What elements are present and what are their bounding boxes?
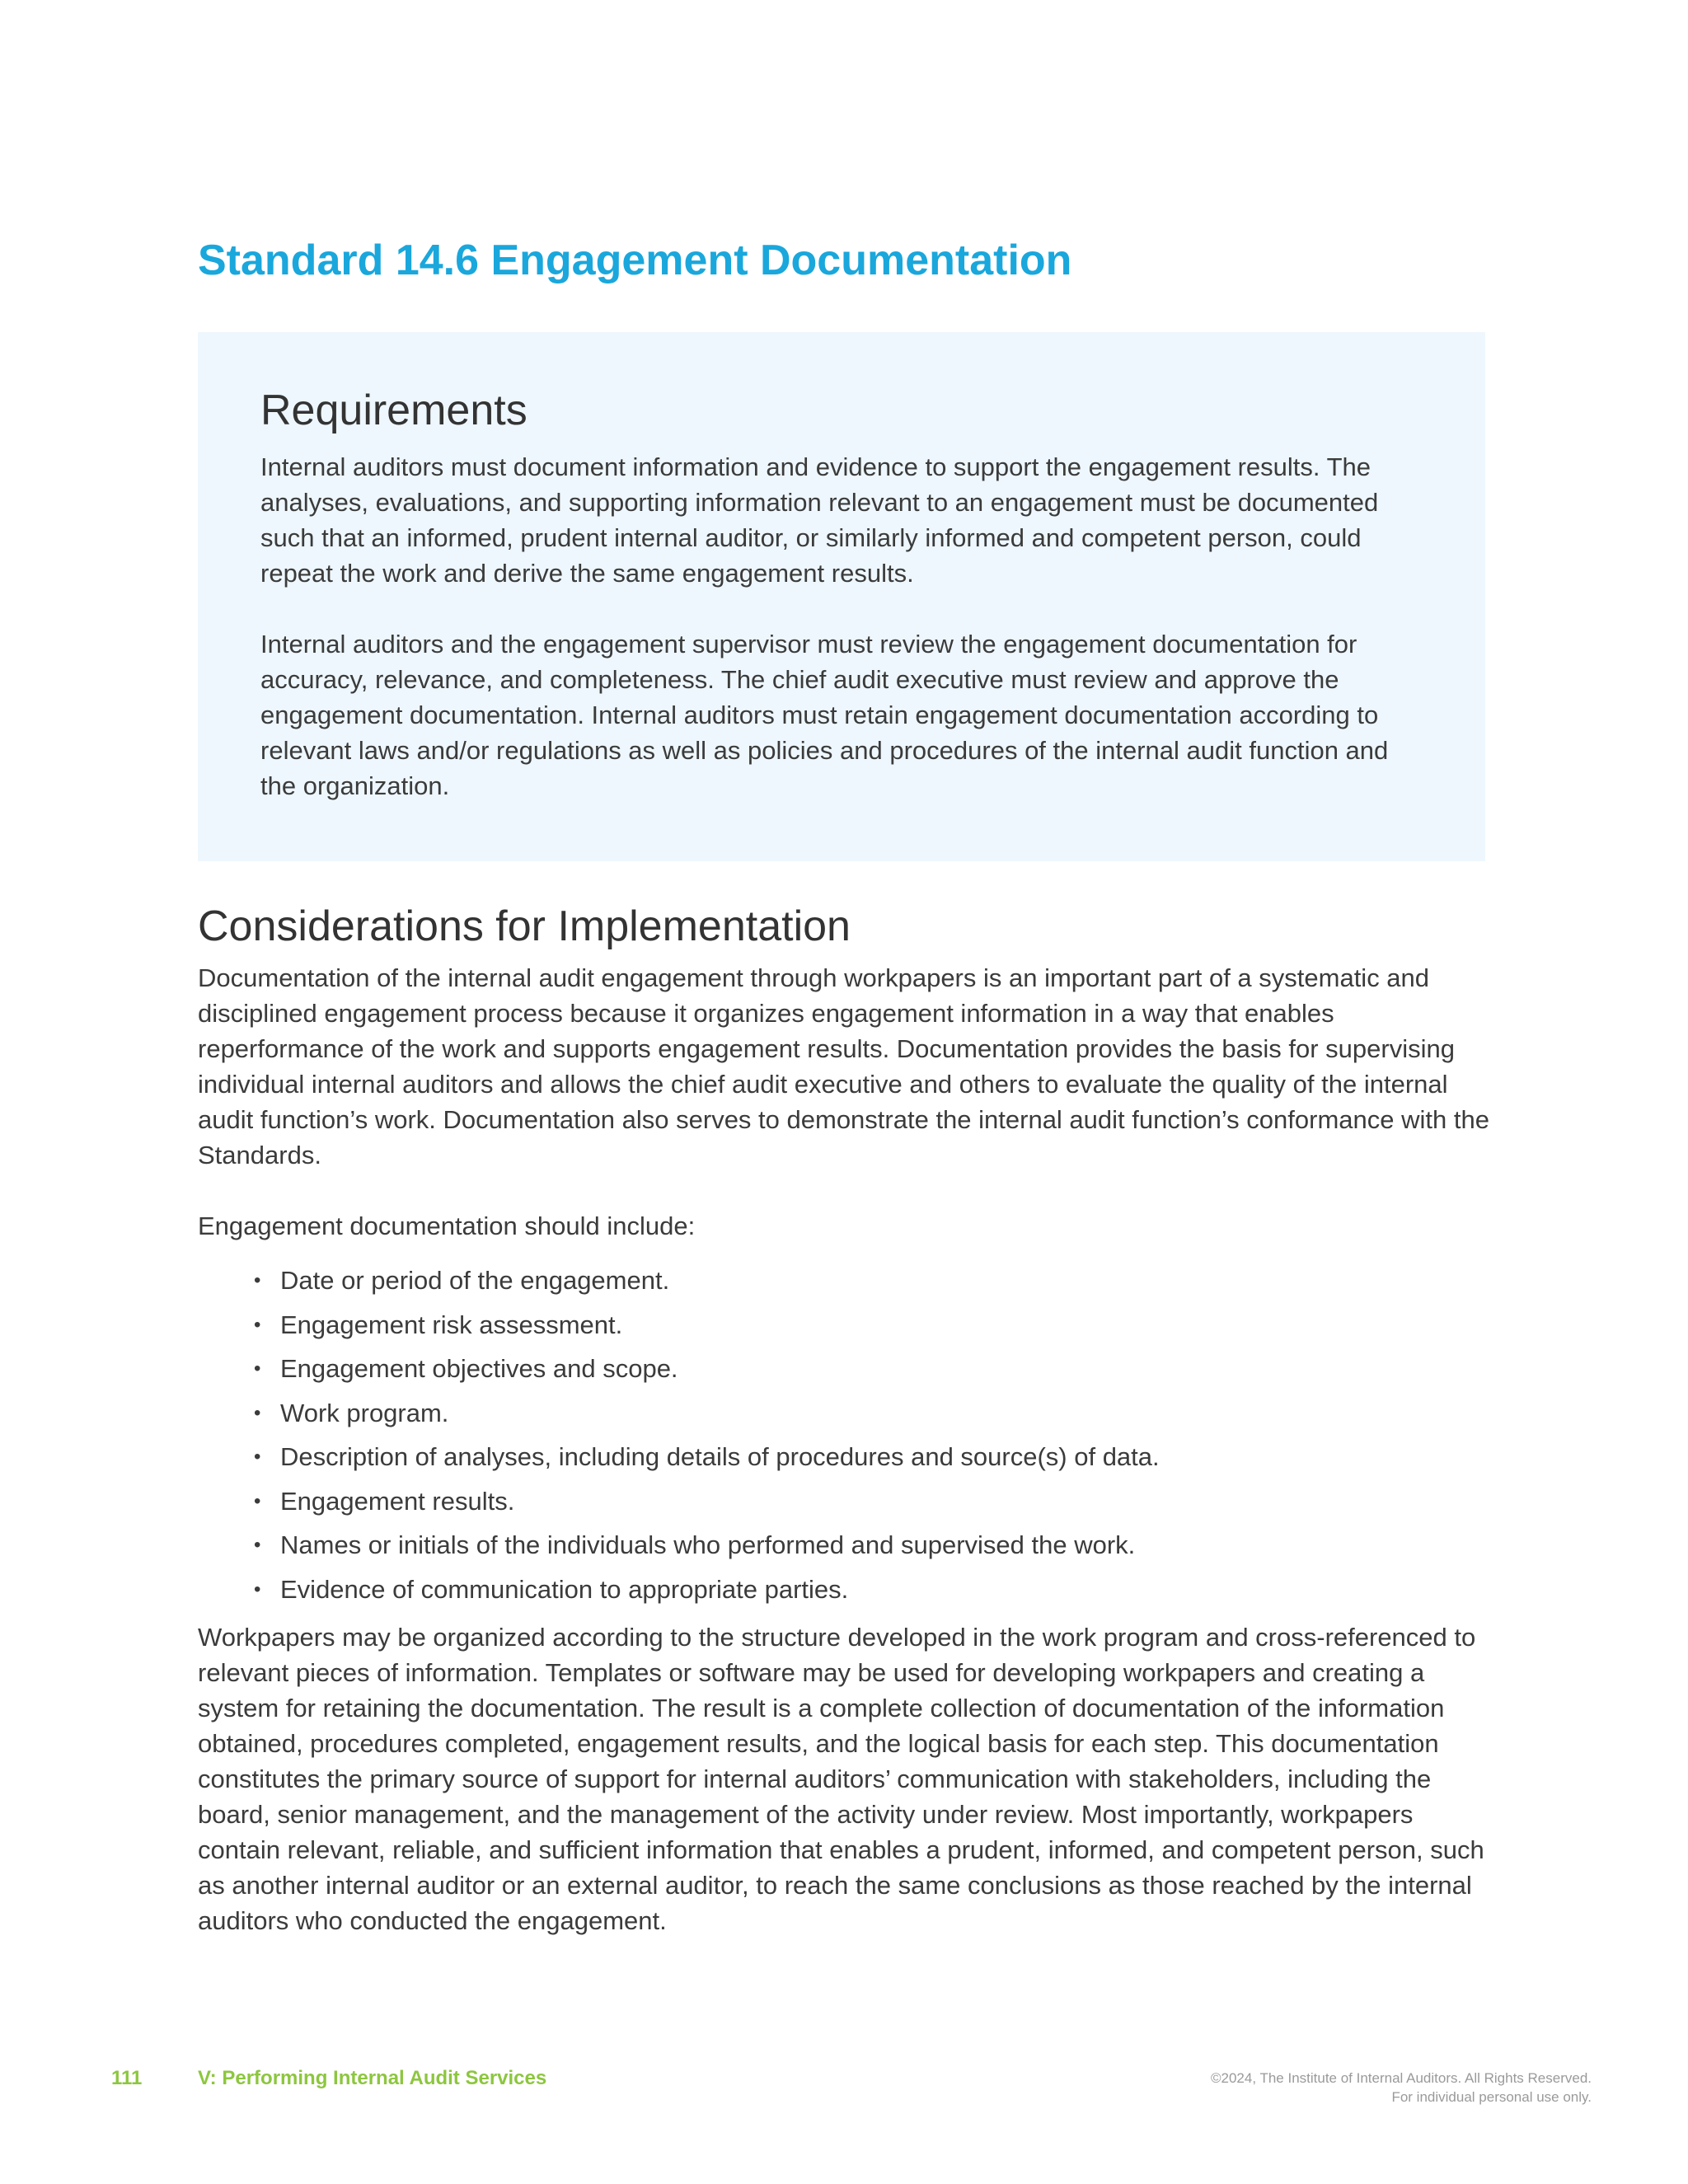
- bullet-icon: •: [254, 1357, 261, 1380]
- footer-copyright: [1211, 2069, 1592, 2107]
- list-item: • Engagement results.: [254, 1479, 1492, 1524]
- list-item: • Engagement risk assessment.: [254, 1303, 1492, 1347]
- bullet-icon: •: [254, 1401, 261, 1424]
- bullet-icon: •: [254, 1489, 261, 1512]
- list-item: • Names or initials of the individuals who performed and supervised the work.: [254, 1523, 1492, 1568]
- requirements-paragraph-1: Internal auditors must document information and evidence to support the engagement results. The analyses, evaluations, and supporting information relevant to an engagement must be documented such that an informed, prudent internal auditor, or similarly informed and competent person, could repeat the work and derive the same engagement results.: [260, 452, 1379, 588]
- bullet-icon: •: [254, 1313, 261, 1336]
- bullet-icon: •: [254, 1577, 261, 1601]
- list-intro: Engagement documentation should include:: [198, 1212, 696, 1241]
- page-number: 111: [111, 2067, 143, 2089]
- bullet-icon: •: [254, 1269, 261, 1292]
- requirements-box: [198, 332, 1485, 861]
- footer-section-title: V: Performing Internal Audit Services: [198, 2067, 547, 2089]
- copyright-line: ©2024, The Institute of Internal Auditors. All Rights Reserved.: [1210, 2070, 1592, 2086]
- bullet-icon: •: [254, 1446, 261, 1469]
- documentation-list: [198, 1258, 1492, 1611]
- page-title: Standard 14.6 Engagement Documentation: [198, 237, 1072, 284]
- list-item: • Description of analyses, including details of procedures and source(s) of data.: [254, 1435, 1492, 1479]
- usage-line: For individual personal use only.: [1391, 2089, 1592, 2105]
- considerations-intro: Documentation of the internal audit engagement through workpapers is an important part of a systematic and disciplined engagement process because it organizes engagement information in a way that enables reperformance of the work and supports engagement results. Documentation provides the basis for supervising individual internal auditors and allows the chief audit executive and others to evaluate the quality of the internal audit function’s work. Documentation also serves to demonstrate the internal audit function’s conformance with the Standards.: [198, 963, 1489, 1170]
- bullet-icon: •: [254, 1534, 261, 1557]
- considerations-closing: Workpapers may be organized according to the structure developed in the work program and cross-referenced to relevant pieces of information. Templates or software may be used for developing workpapers and creating a system for retaining the documentation. The result is a complete collection of documentation of the information obtained, procedures completed, engagement results, and the logical basis for each step. This documentation constitutes the primary source of support for internal auditors’ communication with stakeholders, including the board, senior management, and the management of the activity under review. Most importantly, workpapers contain relevant, reliable, and sufficient information that enables a prudent, informed, and competent person, such as another internal auditor or an external auditor, to reach the same conclusions as those reached by the internal auditors who conducted the engagement.: [198, 1623, 1484, 1936]
- considerations-heading: Considerations for Implementation: [198, 902, 851, 950]
- list-item: • Evidence of communication to appropriate parties.: [254, 1568, 1492, 1612]
- considerations-section: [198, 901, 1492, 1938]
- list-item: • Date or period of the engagement.: [254, 1258, 1492, 1303]
- requirements-paragraph-2: Internal auditors and the engagement supervisor must review the engagement documentation for accuracy, relevance, and completeness. The chief audit executive must review and approve the engagement documentation. Internal auditors must retain engagement documentation according to relevant laws and/or regulations as well as policies and procedures of the internal audit function and the organization.: [260, 630, 1389, 801]
- list-item: • Work program.: [254, 1391, 1492, 1436]
- requirements-heading: Requirements: [260, 387, 528, 434]
- list-item: • Engagement objectives and scope.: [254, 1347, 1492, 1391]
